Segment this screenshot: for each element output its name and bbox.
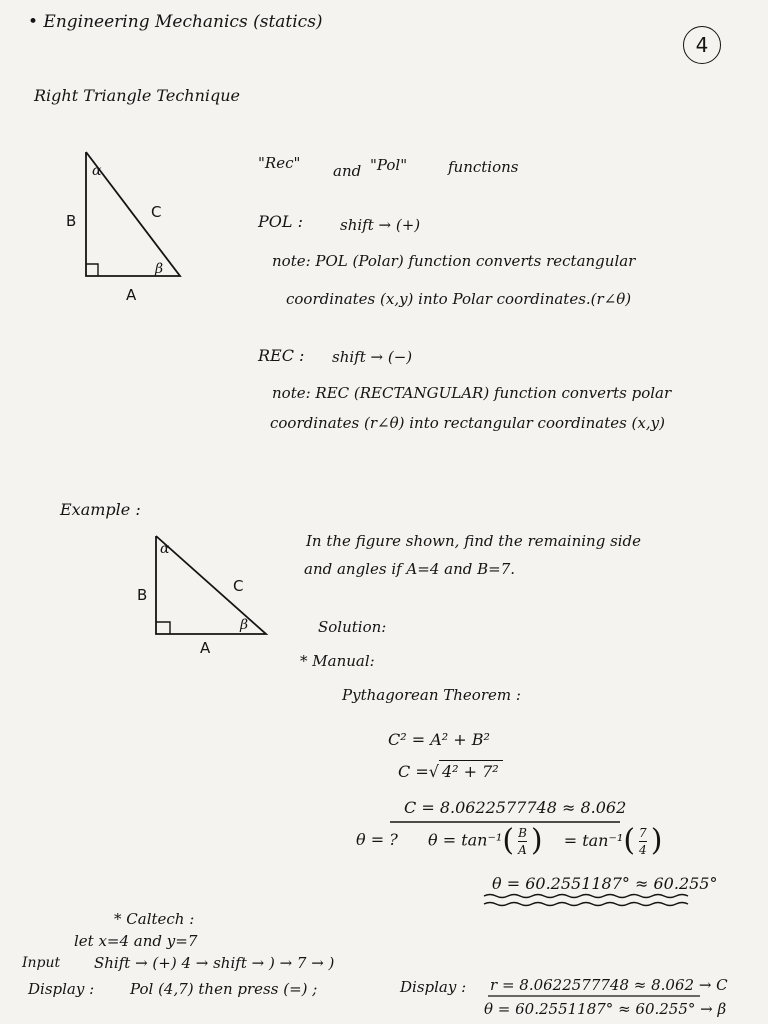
caltech-input-keys: Shift → (+) 4 → shift → ) → 7 → ) <box>94 954 335 972</box>
caltech-input-label: Input <box>22 955 61 971</box>
eq2-prefix: C = <box>398 762 429 781</box>
section-heading-right-triangle: Right Triangle Technique <box>34 86 241 105</box>
page-number-badge: 4 <box>683 26 721 64</box>
tri2-beta-label: β <box>240 617 249 633</box>
pol-note-line-2: coordinates (x,y) into Polar coordinates.(r∠θ) <box>286 290 632 308</box>
solution-label: Solution: <box>318 618 387 636</box>
frac1-denominator: A <box>518 842 527 857</box>
rec-label-title: "Rec" <box>258 154 301 172</box>
caltech-heading: * Caltech : <box>114 910 195 928</box>
caltech-display-keys: Pol (4,7) then press (=) ; <box>130 980 318 998</box>
tri1-side-a-label: A <box>126 286 137 304</box>
tri1-side-b-label: B <box>66 212 77 230</box>
caltech-result-r: r = 8.0622577748 ≈ 8.062 → C <box>490 976 728 994</box>
frac1-numerator: B <box>518 825 527 840</box>
pol-keys: shift → (+) <box>340 216 421 234</box>
rec-note-line-1: note: REC (RECTANGULAR) function converts polar <box>272 384 672 402</box>
rec-pol-and: and <box>333 162 362 180</box>
theta-eq-prefix: θ = tan⁻¹ <box>428 830 503 850</box>
manual-label: * Manual: <box>300 652 375 670</box>
rec-keys: shift → (−) <box>332 348 413 366</box>
problem-line-2: and angles if A=4 and B=7. <box>304 560 516 578</box>
caltech-display2-label: Display : <box>400 978 467 996</box>
rec-note-line-2: coordinates (r∠θ) into rectangular coordinates (x,y) <box>270 414 665 432</box>
eq2-radicand: 4² + 7² <box>439 760 503 781</box>
tri2-side-b-label: B <box>137 586 148 604</box>
tri1-side-c-label: C <box>151 203 162 221</box>
equation-c-result: C = 8.0622577748 ≈ 8.062 <box>404 798 627 817</box>
tri2-side-a-label: A <box>200 639 211 657</box>
tri1-alpha-label: α <box>92 163 102 179</box>
rec-pol-functions: functions <box>448 158 519 176</box>
pol-label: POL : <box>258 212 303 231</box>
equation-c-squared: C² = A² + B² <box>388 730 490 749</box>
theta-result: θ = 60.2551187° ≈ 60.255° <box>492 874 718 893</box>
frac2-numerator: 7 <box>639 825 647 840</box>
tri2-side-c-label: C <box>233 577 244 595</box>
caltech-display-label: Display : <box>28 980 95 998</box>
example-heading: Example : <box>60 500 141 519</box>
tri2-alpha-label: α <box>160 541 170 557</box>
caltech-result-theta: θ = 60.2551187° ≈ 60.255° → β <box>484 1000 727 1018</box>
tri1-beta-label: β <box>155 261 164 277</box>
equation-c-sqrt: C =√ 4² + 7² <box>398 764 503 780</box>
frac2-denominator: 4 <box>639 842 647 857</box>
theorem-label: Pythagorean Theorem : <box>342 686 521 704</box>
pol-label-title: "Pol" <box>370 156 408 174</box>
theta-equation: θ = tan⁻¹( $\frac{B}{A}$ ) = tan⁻¹( $\frac{7}{4}$ ) <box>428 823 663 858</box>
rec-label: REC : <box>258 346 305 365</box>
approx-eq: = tan⁻¹ <box>563 830 624 850</box>
problem-line-1: In the figure shown, find the remaining side <box>306 532 642 550</box>
theta-question: θ = ? <box>356 830 398 849</box>
caltech-let-line: let x=4 and y=7 <box>74 932 198 950</box>
page-title: • Engineering Mechanics (statics) <box>28 12 323 32</box>
pol-note-line-1: note: POL (Polar) function converts rectangular <box>272 252 636 270</box>
